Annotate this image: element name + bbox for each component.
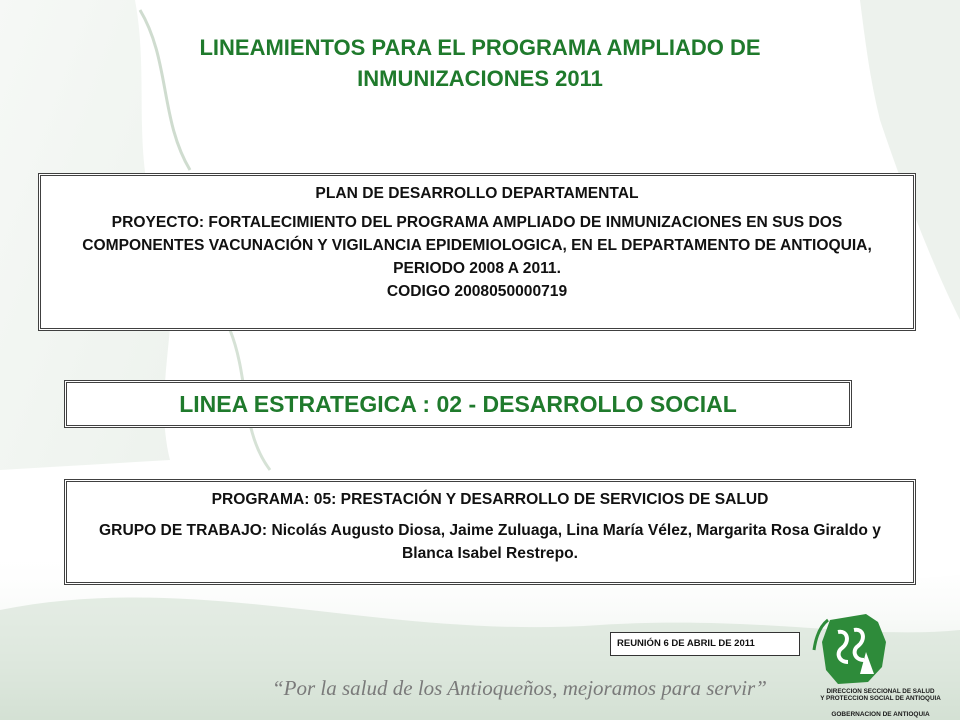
logo-text-line-2: Y PROTECCION SOCIAL DE ANTIOQUIA bbox=[820, 695, 941, 702]
logo-text-line-4: GOBERNACION DE ANTIOQUIA bbox=[831, 711, 930, 718]
program-heading: PROGRAMA: 05: PRESTACIÓN Y DESARROLLO DE SERVICIOS DE SALUD bbox=[211, 491, 769, 508]
page-title bbox=[80, 32, 880, 94]
plan-heading: PLAN DE DESARROLLO DEPARTAMENTAL bbox=[315, 185, 639, 202]
plan-box bbox=[38, 173, 916, 331]
strategic-line-box: LINEA ESTRATEGICA : 02 - DESARROLLO SOCIAL bbox=[64, 380, 852, 428]
title-line-2: INMUNIZACIONES 2011 bbox=[357, 66, 603, 91]
meeting-date-box: REUNIÓN 6 DE ABRIL DE 2011 bbox=[610, 632, 800, 656]
logo-emblem-icon bbox=[808, 612, 953, 688]
program-box bbox=[64, 479, 916, 585]
plan-code: CODIGO 2008050000719 bbox=[386, 283, 568, 300]
title-line-1: LINEAMIENTOS PARA EL PROGRAMA AMPLIADO DE bbox=[199, 35, 761, 60]
logo-text-line-1: DIRECCION SECCIONAL DE SALUD bbox=[826, 688, 935, 695]
program-team: GRUPO DE TRABAJO: Nicolás Augusto Diosa, Jaime Zuluaga, Lina María Vélez, Margarita Rosa Giraldo y Blanca Isabel Restrepo. bbox=[99, 522, 881, 562]
slogan-text: “Por la salud de los Antioqueños, mejoramos para servir” bbox=[272, 676, 767, 700]
plan-project: PROYECTO: FORTALECIMIENTO DEL PROGRAMA AMPLIADO DE INMUNIZACIONES EN SUS DOS COMPONENTES VACUNACIÓN Y VIGILANCIA EPIDEMIOLOGICA, EN EL DEPARTAMENTO DE ANTIOQUIA, PERIODO 2008 A 2011. bbox=[82, 214, 872, 277]
institution-logo bbox=[808, 612, 953, 718]
